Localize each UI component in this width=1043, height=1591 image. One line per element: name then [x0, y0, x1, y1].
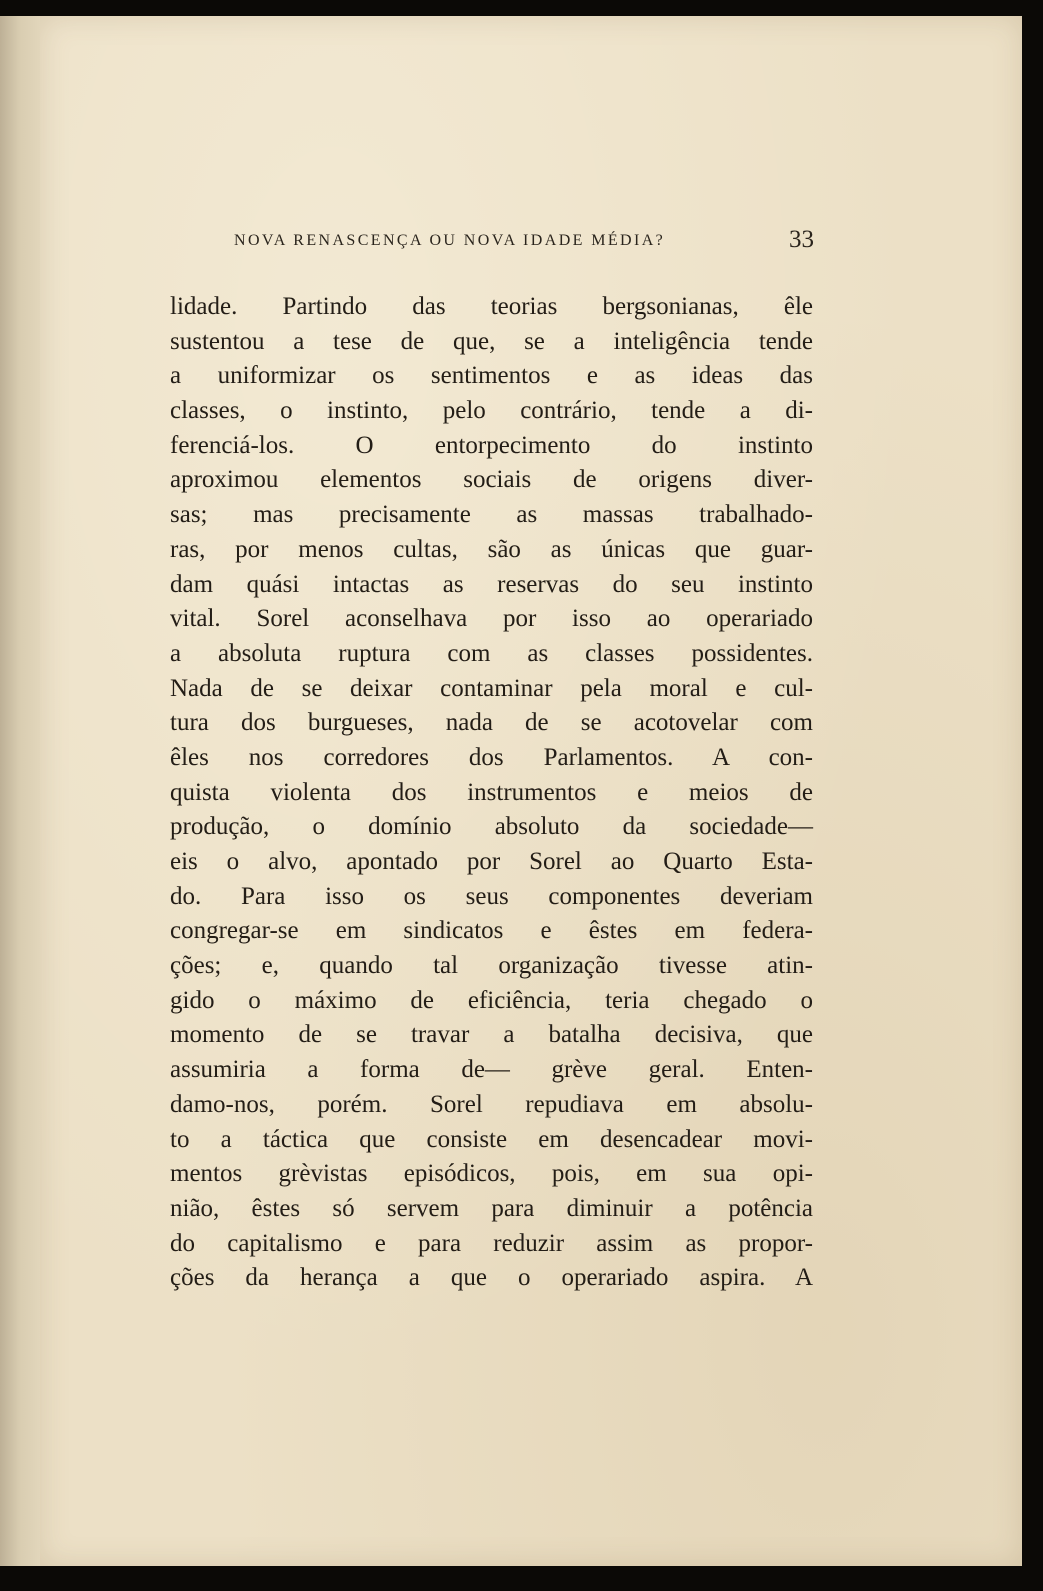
text-line: êles nos corredores dos Parlamentos. A con- — [170, 743, 813, 771]
text-line: tura dos burgueses, nada de se acotovelar com — [170, 709, 813, 737]
text-line: congregar-se em sindicatos e êstes em federa- — [170, 917, 813, 945]
text-line: mentos grèvistas episódicos, pois, em sua opi- — [170, 1160, 813, 1188]
text-line: classes, o instinto, pelo contrário, tende a di- — [170, 397, 813, 425]
text-line: to a táctica que consiste em desencadear movi- — [170, 1125, 813, 1153]
text-line: produção, o domínio absoluto da sociedade— — [170, 813, 813, 841]
page-number: 33 — [789, 226, 814, 253]
running-title: NOVA RENASCENÇA OU NOVA IDADE MÉDIA? — [234, 232, 666, 249]
text-line: eis o alvo, apontado por Sorel ao Quarto Esta- — [170, 848, 813, 875]
text-line: aproximou elementos sociais de origens diver- — [170, 466, 813, 494]
text-line: ras, por menos cultas, são as únicas que guar- — [170, 535, 813, 563]
text-line: a uniformizar os sentimentos e as ideas das — [170, 362, 813, 390]
text-line: vital. Sorel aconselhava por isso ao operariado — [170, 605, 813, 633]
text-line: dam quási intactas as reservas do seu instinto — [170, 570, 813, 598]
body-paragraph — [170, 290, 813, 1296]
text-line: do capitalismo e para reduzir assim as propor- — [170, 1229, 813, 1257]
text-line: damo-nos, porém. Sorel repudiava em absolu- — [170, 1090, 813, 1118]
text-line: do. Para isso os seus componentes deveriam — [170, 882, 813, 910]
text-line: ções; e, quando tal organização tivesse atin- — [170, 952, 813, 980]
text-line: quista violenta dos instrumentos e meios de — [170, 778, 813, 806]
text-line: ferenciá-los. O entorpecimento do instinto — [170, 431, 813, 459]
text-line: nião, êstes só servem para diminuir a potência — [170, 1194, 813, 1222]
text-line: assumiria a forma de— grève geral. Enten- — [170, 1056, 813, 1084]
text-line: momento de se travar a batalha decisiva, que — [170, 1021, 813, 1049]
page-header — [234, 228, 814, 258]
text-line: Nada de se deixar contaminar pela moral e cul- — [170, 674, 813, 702]
text-line: ções da herança a que o operariado aspira. A — [170, 1264, 813, 1292]
text-line: a absoluta ruptura com as classes possidentes. — [170, 639, 813, 667]
text-line: sas; mas precisamente as massas trabalhado- — [170, 501, 813, 529]
text-line: lidade. Partindo das teorias bergsonianas, êle — [170, 293, 813, 320]
text-line: gido o máximo de eficiência, teria chegado o — [170, 986, 813, 1014]
text-line: sustentou a tese de que, se a inteligência tende — [170, 327, 813, 355]
